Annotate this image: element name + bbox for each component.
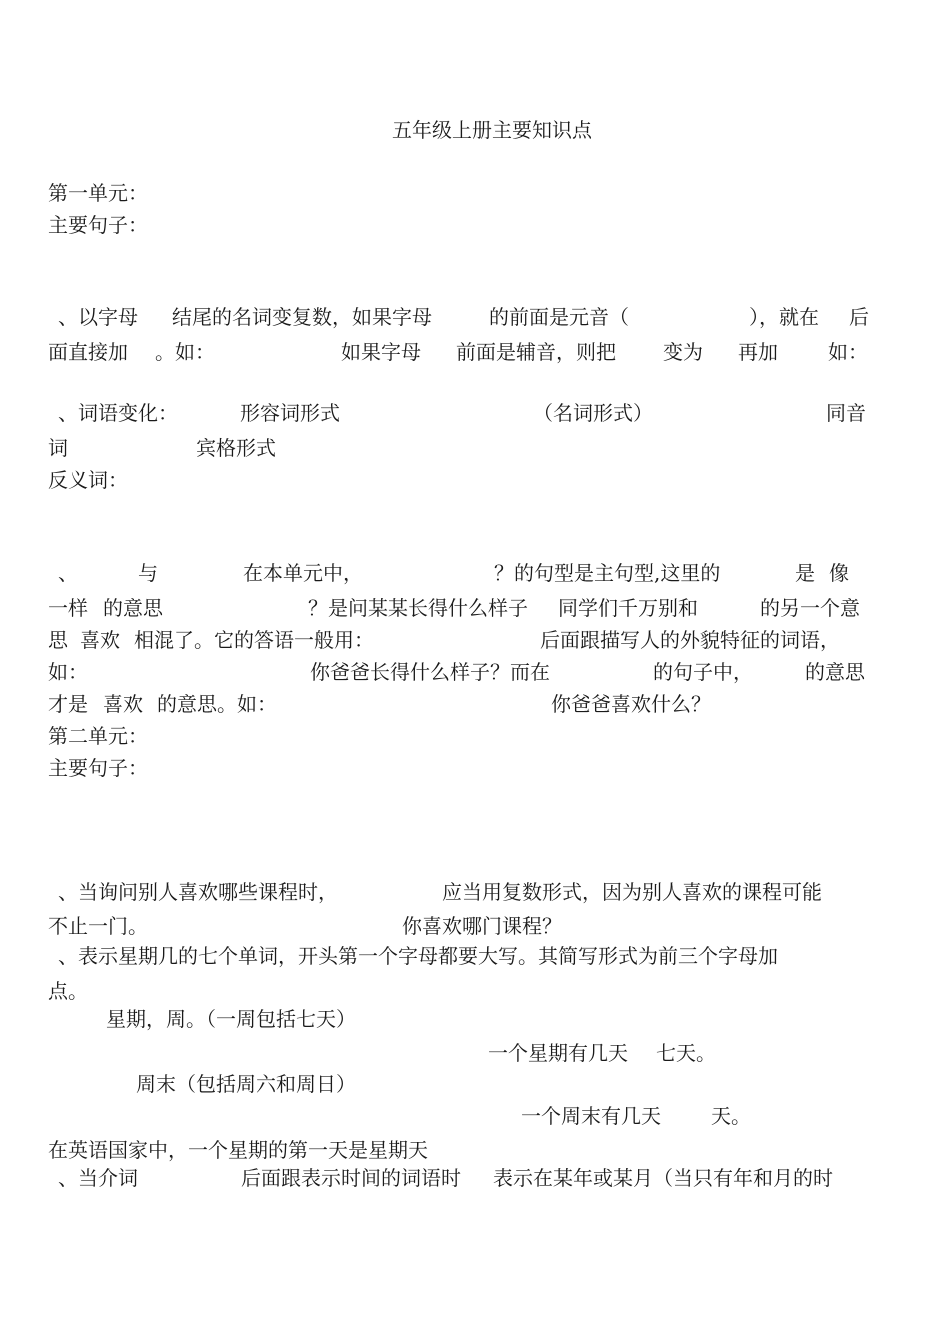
u1-p3-b1: 一样 xyxy=(48,596,88,620)
u2-p3-b: 后面跟表示时间的词语时 xyxy=(241,1166,461,1190)
page-title: 五年级上册主要知识点 xyxy=(392,118,592,142)
u1-p3-d1: 如： xyxy=(48,660,88,684)
u2-p2-week: 星期，周。（一周包括七天） xyxy=(106,1007,356,1031)
u2-p2-weekend-q: 一个周末有几天 xyxy=(521,1104,661,1128)
u1-p3-b4: 同学们千万别和 xyxy=(558,596,698,620)
u2-p2-week-a: 七天。 xyxy=(656,1041,716,1065)
u1-p3-a5: 是 xyxy=(795,561,815,585)
u1-p3-b2: 的意思 xyxy=(103,596,163,620)
u1-p1-mark: 、以字母 xyxy=(58,305,138,329)
u2-p1-b2: 你喜欢哪门课程？ xyxy=(402,914,562,938)
u1-p2-homo: 同音 xyxy=(826,401,866,425)
u1-p3-a2: 与 xyxy=(138,561,158,585)
u1-p3-e1: 才是 xyxy=(48,692,88,716)
unit1-sentences-label: 主要句子： xyxy=(48,213,148,237)
unit2-sentences-label: 主要句子： xyxy=(48,756,148,780)
u1-p2-obj: 宾格形式 xyxy=(196,436,276,460)
u1-p1-l2d: 前面是辅音，则把 xyxy=(456,340,616,364)
u1-p3-c1: 思 xyxy=(48,628,68,652)
u1-p3-c3: 相混了。它的答语一般用： xyxy=(134,628,374,652)
u1-p2-antonym: 反义词： xyxy=(48,468,128,492)
unit1-heading: 第一单元： xyxy=(48,181,148,205)
u1-p1-l2e: 变为 xyxy=(663,340,703,364)
u2-p1-a2: 应当用复数形式，因为别人喜欢的课程可能 xyxy=(442,880,822,904)
u1-p2-noun: （名词形式） xyxy=(533,401,653,425)
u2-p3-c: 表示在某年或某月（当只有年和月的时 xyxy=(493,1166,833,1190)
u1-p2-ci: 词 xyxy=(48,436,68,460)
u1-p3-e2: 喜欢 xyxy=(103,692,143,716)
u1-p1-s3: ），就在 xyxy=(749,305,819,329)
u1-p3-d3: 的句子中， xyxy=(653,660,753,684)
u1-p3-a3: 在本单元中， xyxy=(243,561,363,585)
u1-p3-a6: 像 xyxy=(829,561,849,585)
u1-p2-adj: 形容词形式 xyxy=(240,401,340,425)
u1-p1-s4: 后 xyxy=(849,305,869,329)
u1-p1-l2g: 如： xyxy=(828,340,868,364)
u2-p2-weekend-a: 天。 xyxy=(711,1104,751,1128)
unit2-heading: 第二单元： xyxy=(48,724,148,748)
u1-p1-s2: 的前面是元音（ xyxy=(489,305,629,329)
u1-p3-c4: 后面跟描写人的外貌特征的词语， xyxy=(540,628,840,652)
u1-p1-l2b: 。如： xyxy=(155,340,215,364)
u2-p2-week-q: 一个星期有几天 xyxy=(488,1041,628,1065)
u2-p3-a: 、当介词 xyxy=(58,1166,138,1190)
u1-p3-d4: 的意思 xyxy=(805,660,865,684)
u2-p2-first-day: 在英语国家中，一个星期的第一天是星期天 xyxy=(48,1138,428,1162)
u1-p2-mark: 、词语变化： xyxy=(58,401,178,425)
u2-p1-b1: 不止一门。 xyxy=(48,914,148,938)
u2-p2-weekend: 周末（包括周六和周日） xyxy=(136,1072,356,1096)
u2-p2-b: 点。 xyxy=(48,979,88,1003)
u1-p3-d2: 你爸爸长得什么样子？而在 xyxy=(310,660,550,684)
u2-p2-a: 、表示星期几的七个单词，开头第一个字母都要大写。其简写形式为前三个字母加 xyxy=(58,944,778,968)
u1-p3-a1: 、 xyxy=(58,561,78,585)
u2-p1-a1: 、当询问别人喜欢哪些课程时， xyxy=(58,880,338,904)
u1-p3-b5: 的另一个意 xyxy=(760,596,860,620)
u1-p1-s1: 结尾的名词变复数，如果字母 xyxy=(172,305,432,329)
u1-p3-b3: ？是问某某长得什么样子 xyxy=(308,596,528,620)
u1-p1-l2f: 再加 xyxy=(738,340,778,364)
u1-p3-e4: 你爸爸喜欢什么？ xyxy=(551,692,711,716)
u1-p3-e3: 的意思。如： xyxy=(157,692,277,716)
u1-p1-l2a: 面直接加 xyxy=(48,340,128,364)
u1-p1-l2c: 如果字母 xyxy=(341,340,421,364)
u1-p3-c2: 喜欢 xyxy=(80,628,120,652)
u1-p3-a4: ？的句型是主句型,这里的 xyxy=(494,561,721,585)
